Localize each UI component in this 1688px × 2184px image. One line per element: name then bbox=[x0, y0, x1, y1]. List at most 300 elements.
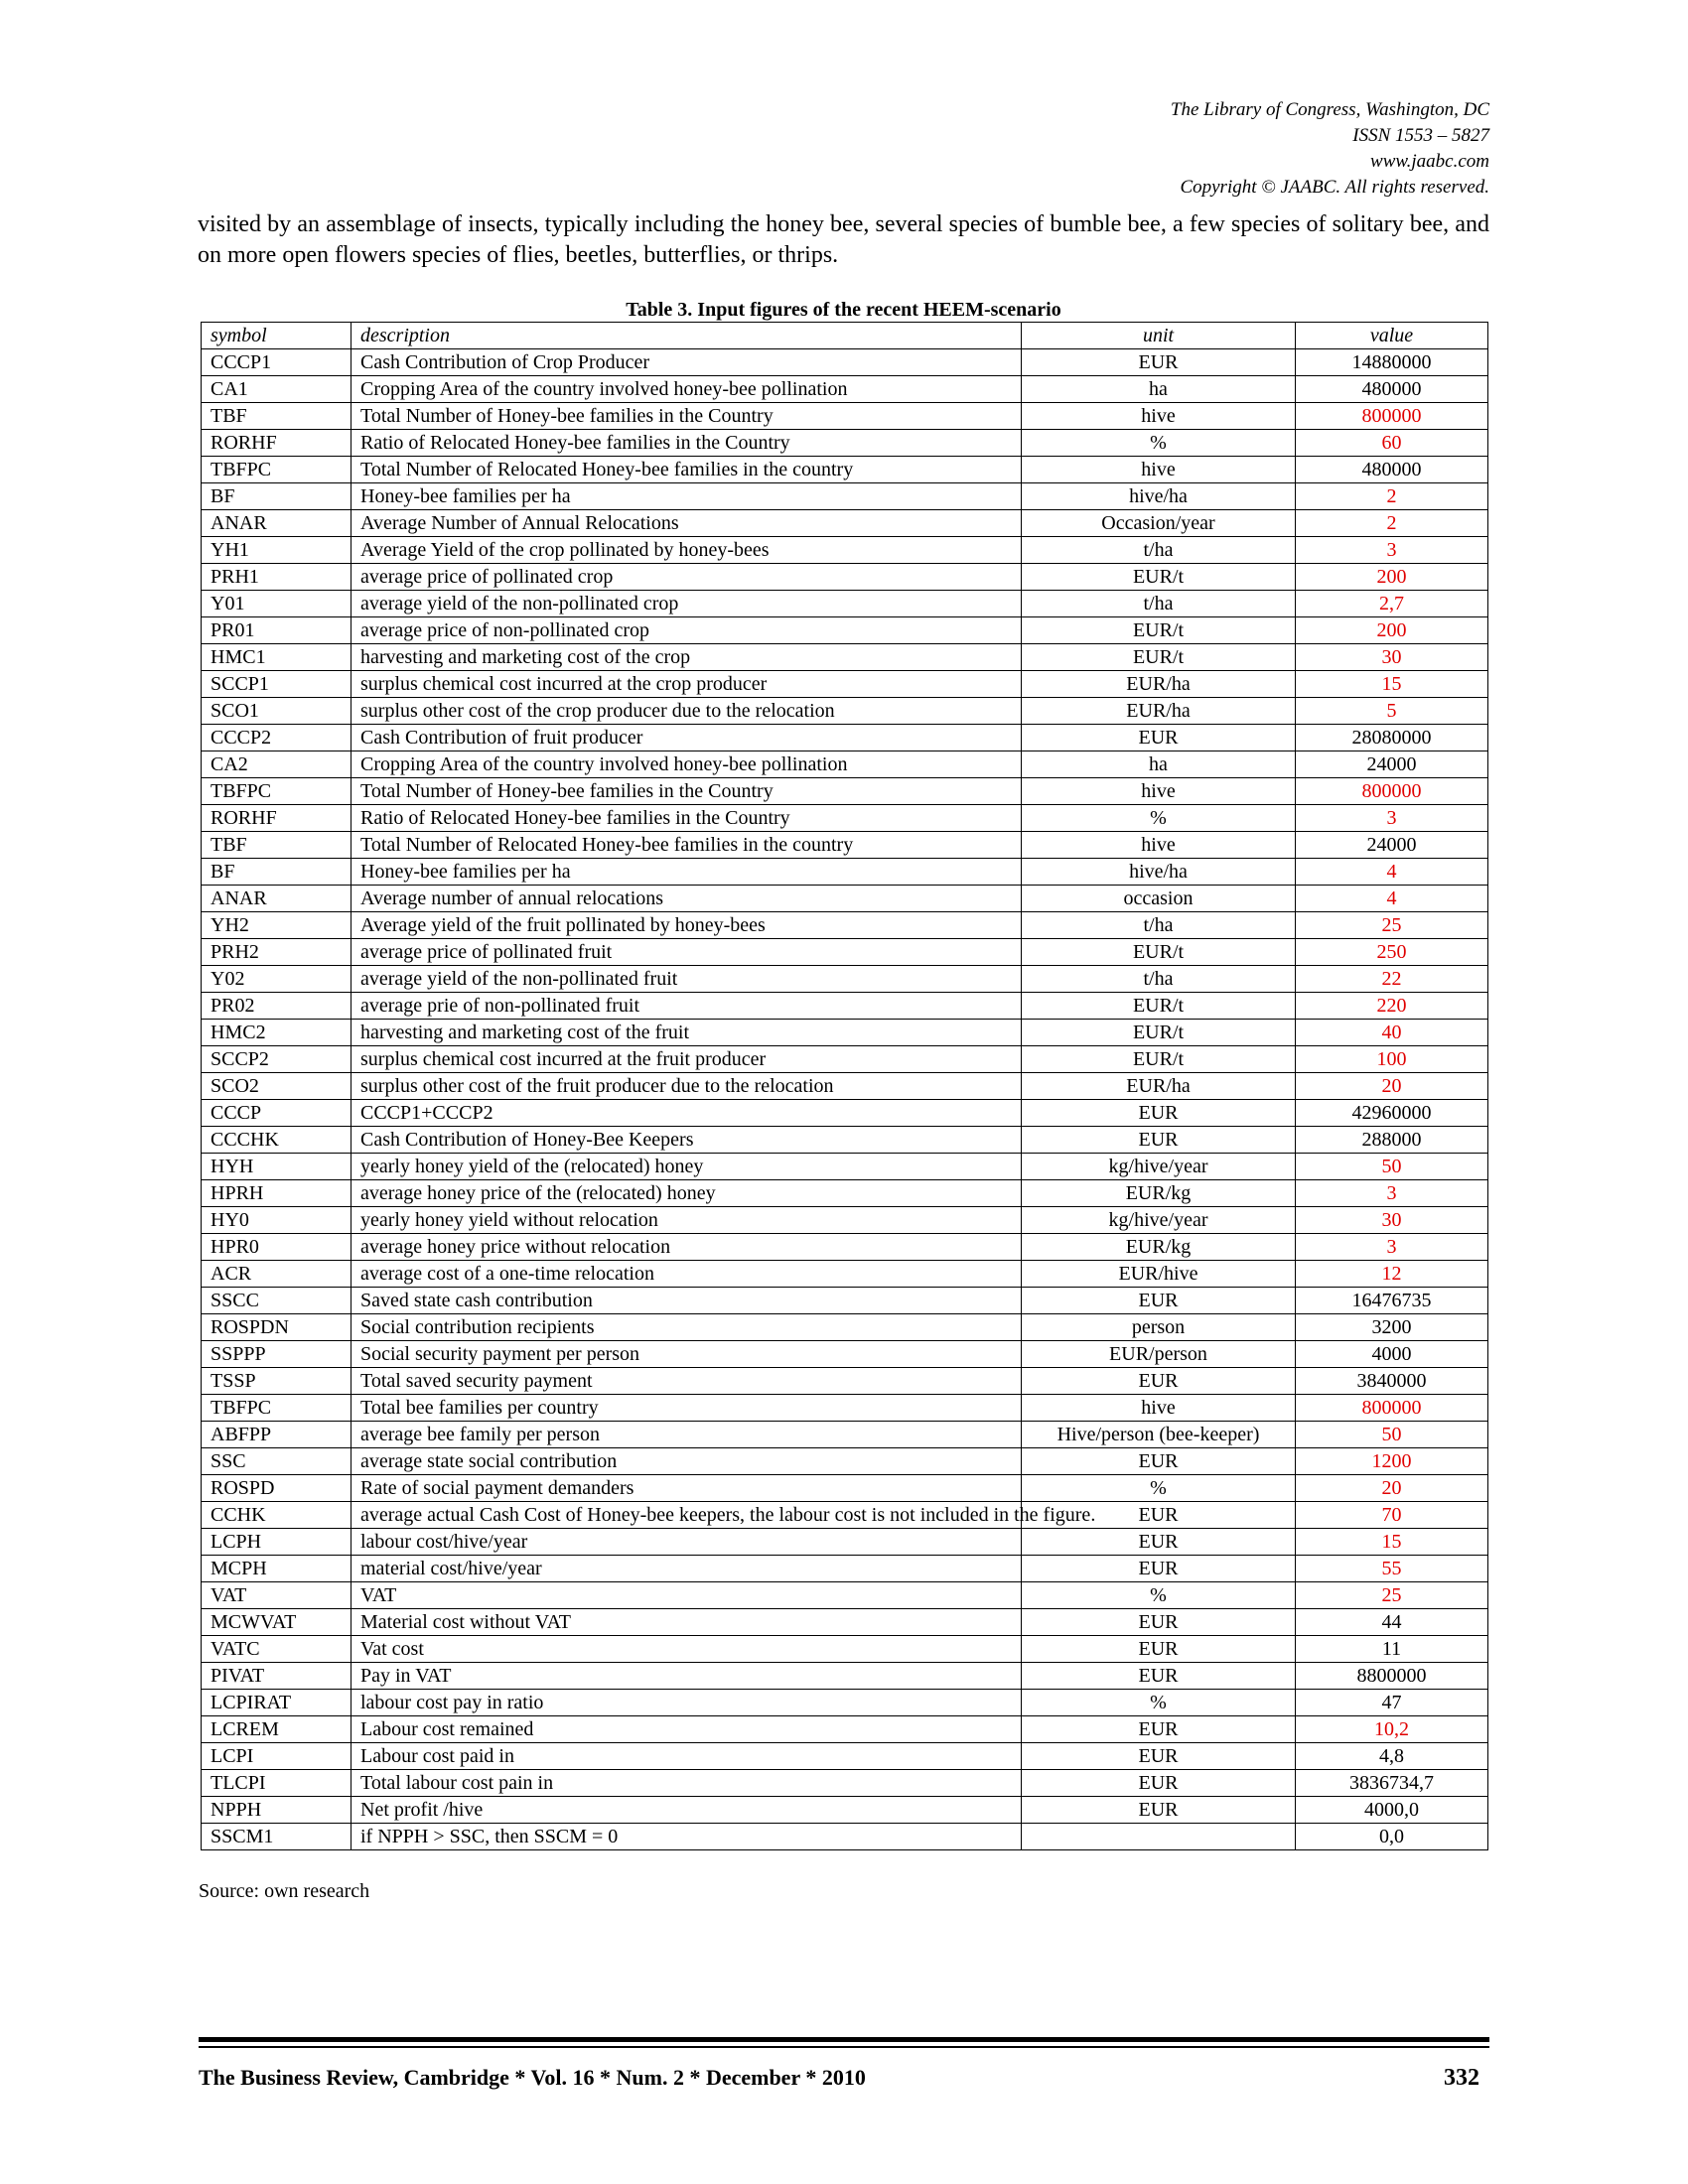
cell-symbol: SSC bbox=[202, 1448, 352, 1475]
table-row bbox=[202, 1824, 1488, 1850]
cell-symbol: HPRH bbox=[202, 1180, 352, 1207]
cell-unit: EUR bbox=[1022, 1743, 1296, 1770]
cell-unit: EUR bbox=[1022, 1556, 1296, 1582]
cell-symbol: Y01 bbox=[202, 591, 352, 617]
cell-value: 200 bbox=[1296, 564, 1488, 591]
cell-description: Cash Contribution of Honey-Bee Keepers bbox=[352, 1127, 1022, 1154]
table-row bbox=[202, 1743, 1488, 1770]
cell-symbol: CA2 bbox=[202, 751, 352, 778]
cell-symbol: ANAR bbox=[202, 510, 352, 537]
cell-description: Total Number of Honey-bee families in the Country bbox=[352, 403, 1022, 430]
table-row bbox=[202, 349, 1488, 376]
table-row bbox=[202, 1046, 1488, 1073]
cell-description: average honey price of the (relocated) honey bbox=[352, 1180, 1022, 1207]
cell-symbol: TBF bbox=[202, 403, 352, 430]
table-row bbox=[202, 1261, 1488, 1288]
col-header-description: description bbox=[352, 323, 1022, 349]
cell-symbol: ANAR bbox=[202, 886, 352, 912]
cell-unit: EUR bbox=[1022, 1663, 1296, 1690]
cell-symbol: CCCP1 bbox=[202, 349, 352, 376]
cell-value: 5 bbox=[1296, 698, 1488, 725]
cell-description: material cost/hive/year bbox=[352, 1556, 1022, 1582]
cell-unit: EUR bbox=[1022, 1529, 1296, 1556]
cell-description: average cost of a one-time relocation bbox=[352, 1261, 1022, 1288]
cell-description: Total Number of Relocated Honey-bee families in the country bbox=[352, 832, 1022, 859]
cell-description: Cash Contribution of Crop Producer bbox=[352, 349, 1022, 376]
cell-value: 3 bbox=[1296, 537, 1488, 564]
cell-description: Total labour cost pain in bbox=[352, 1770, 1022, 1797]
table-row bbox=[202, 1716, 1488, 1743]
cell-value: 2,7 bbox=[1296, 591, 1488, 617]
cell-description: harvesting and marketing cost of the fruit bbox=[352, 1020, 1022, 1046]
cell-unit: EUR/t bbox=[1022, 939, 1296, 966]
cell-description: yearly honey yield without relocation bbox=[352, 1207, 1022, 1234]
table-row bbox=[202, 1154, 1488, 1180]
cell-value: 4000 bbox=[1296, 1341, 1488, 1368]
table-row bbox=[202, 1100, 1488, 1127]
cell-symbol: TLCPI bbox=[202, 1770, 352, 1797]
cell-description: Social contribution recipients bbox=[352, 1314, 1022, 1341]
cell-value: 3 bbox=[1296, 1180, 1488, 1207]
header-copyright: Copyright © JAABC. All rights reserved. bbox=[1180, 177, 1489, 198]
table-row bbox=[202, 805, 1488, 832]
cell-symbol: PR02 bbox=[202, 993, 352, 1020]
cell-unit: EUR/kg bbox=[1022, 1180, 1296, 1207]
cell-symbol: HYH bbox=[202, 1154, 352, 1180]
cell-unit: EUR bbox=[1022, 1797, 1296, 1824]
cell-description: Social security payment per person bbox=[352, 1341, 1022, 1368]
cell-symbol: CCCHK bbox=[202, 1127, 352, 1154]
cell-description: Average Number of Annual Relocations bbox=[352, 510, 1022, 537]
cell-unit: hive bbox=[1022, 1395, 1296, 1422]
cell-description: Labour cost paid in bbox=[352, 1743, 1022, 1770]
cell-value: 30 bbox=[1296, 1207, 1488, 1234]
cell-symbol: YH1 bbox=[202, 537, 352, 564]
cell-value: 22 bbox=[1296, 966, 1488, 993]
table-row bbox=[202, 859, 1488, 886]
table-row bbox=[202, 1288, 1488, 1314]
cell-unit: EUR bbox=[1022, 1636, 1296, 1663]
cell-description: Pay in VAT bbox=[352, 1663, 1022, 1690]
cell-unit: Hive/person (bee-keeper) bbox=[1022, 1422, 1296, 1448]
table-row bbox=[202, 1448, 1488, 1475]
cell-symbol: PIVAT bbox=[202, 1663, 352, 1690]
cell-value: 50 bbox=[1296, 1154, 1488, 1180]
cell-value: 8800000 bbox=[1296, 1663, 1488, 1690]
cell-unit: t/ha bbox=[1022, 912, 1296, 939]
cell-symbol: ROSPDN bbox=[202, 1314, 352, 1341]
table-row bbox=[202, 1314, 1488, 1341]
table-row bbox=[202, 644, 1488, 671]
cell-unit: % bbox=[1022, 805, 1296, 832]
table-row bbox=[202, 1395, 1488, 1422]
table-row bbox=[202, 993, 1488, 1020]
cell-unit: hive bbox=[1022, 457, 1296, 483]
table-row bbox=[202, 912, 1488, 939]
cell-symbol: SCO2 bbox=[202, 1073, 352, 1100]
cell-symbol: VATC bbox=[202, 1636, 352, 1663]
cell-value: 1200 bbox=[1296, 1448, 1488, 1475]
table-row bbox=[202, 537, 1488, 564]
cell-value: 250 bbox=[1296, 939, 1488, 966]
footer-rule-thick bbox=[199, 2037, 1489, 2042]
table-header-row bbox=[202, 323, 1488, 349]
cell-description: Average Yield of the crop pollinated by honey-bees bbox=[352, 537, 1022, 564]
cell-value: 220 bbox=[1296, 993, 1488, 1020]
cell-value: 40 bbox=[1296, 1020, 1488, 1046]
cell-unit: occasion bbox=[1022, 886, 1296, 912]
cell-unit: % bbox=[1022, 430, 1296, 457]
cell-unit: hive/ha bbox=[1022, 859, 1296, 886]
table-row bbox=[202, 1180, 1488, 1207]
input-figures-table bbox=[201, 322, 1488, 1850]
cell-description: average price of pollinated fruit bbox=[352, 939, 1022, 966]
cell-description: Honey-bee families per ha bbox=[352, 483, 1022, 510]
cell-description: Average yield of the fruit pollinated by honey-bees bbox=[352, 912, 1022, 939]
cell-description: Average number of annual relocations bbox=[352, 886, 1022, 912]
cell-value: 480000 bbox=[1296, 457, 1488, 483]
footer-rule-thin bbox=[199, 2046, 1489, 2048]
cell-description: surplus other cost of the fruit producer due to the relocation bbox=[352, 1073, 1022, 1100]
cell-unit: EUR bbox=[1022, 1100, 1296, 1127]
cell-description: Total Number of Honey-bee families in the Country bbox=[352, 778, 1022, 805]
cell-symbol: TBFPC bbox=[202, 778, 352, 805]
cell-value: 11 bbox=[1296, 1636, 1488, 1663]
table-row bbox=[202, 510, 1488, 537]
cell-symbol: LCPIRAT bbox=[202, 1690, 352, 1716]
cell-symbol: PR01 bbox=[202, 617, 352, 644]
cell-description: Total Number of Relocated Honey-bee families in the country bbox=[352, 457, 1022, 483]
cell-symbol: CCCP2 bbox=[202, 725, 352, 751]
cell-value: 4,8 bbox=[1296, 1743, 1488, 1770]
cell-description: Vat cost bbox=[352, 1636, 1022, 1663]
table-row bbox=[202, 1636, 1488, 1663]
cell-value: 800000 bbox=[1296, 778, 1488, 805]
cell-symbol: RORHF bbox=[202, 430, 352, 457]
cell-value: 3200 bbox=[1296, 1314, 1488, 1341]
cell-symbol: HMC1 bbox=[202, 644, 352, 671]
cell-description: average yield of the non-pollinated crop bbox=[352, 591, 1022, 617]
cell-value: 50 bbox=[1296, 1422, 1488, 1448]
cell-description: labour cost/hive/year bbox=[352, 1529, 1022, 1556]
cell-unit: EUR/t bbox=[1022, 564, 1296, 591]
cell-symbol: ROSPD bbox=[202, 1475, 352, 1502]
cell-description: Cash Contribution of fruit producer bbox=[352, 725, 1022, 751]
cell-symbol: VAT bbox=[202, 1582, 352, 1609]
cell-unit: EUR/ha bbox=[1022, 698, 1296, 725]
cell-value: 28080000 bbox=[1296, 725, 1488, 751]
cell-value: 30 bbox=[1296, 644, 1488, 671]
cell-unit: EUR/t bbox=[1022, 617, 1296, 644]
cell-unit: EUR bbox=[1022, 1288, 1296, 1314]
cell-unit: EUR/ha bbox=[1022, 1073, 1296, 1100]
cell-unit: EUR/t bbox=[1022, 993, 1296, 1020]
cell-value: 4 bbox=[1296, 886, 1488, 912]
table-row bbox=[202, 1234, 1488, 1261]
table-row bbox=[202, 1422, 1488, 1448]
table-row bbox=[202, 751, 1488, 778]
intro-paragraph: visited by an assemblage of insects, typically including the honey bee, several species of bumble bee, a few species of solitary bee, and on more open flowers species of flies, beetles, butterflies, or thrips. bbox=[198, 211, 1489, 268]
cell-symbol: LCREM bbox=[202, 1716, 352, 1743]
cell-unit: ha bbox=[1022, 376, 1296, 403]
table-row bbox=[202, 376, 1488, 403]
cell-symbol: MCWVAT bbox=[202, 1609, 352, 1636]
header-issn: ISSN 1553 – 5827 bbox=[1352, 125, 1489, 146]
cell-value: 200 bbox=[1296, 617, 1488, 644]
cell-description: Saved state cash contribution bbox=[352, 1288, 1022, 1314]
cell-value: 4 bbox=[1296, 859, 1488, 886]
table-row bbox=[202, 457, 1488, 483]
cell-symbol: SCCP1 bbox=[202, 671, 352, 698]
table-caption: Table 3. Input figures of the recent HEEM-scenario bbox=[626, 299, 1061, 321]
cell-value: 25 bbox=[1296, 912, 1488, 939]
cell-symbol: PRH2 bbox=[202, 939, 352, 966]
cell-description: average state social contribution bbox=[352, 1448, 1022, 1475]
cell-value: 16476735 bbox=[1296, 1288, 1488, 1314]
cell-description: average bee family per person bbox=[352, 1422, 1022, 1448]
table-row bbox=[202, 1475, 1488, 1502]
cell-symbol: HMC2 bbox=[202, 1020, 352, 1046]
cell-value: 20 bbox=[1296, 1073, 1488, 1100]
cell-unit: EUR bbox=[1022, 1368, 1296, 1395]
col-header-unit: unit bbox=[1022, 323, 1296, 349]
table-row bbox=[202, 403, 1488, 430]
page-number: 332 bbox=[1444, 2065, 1479, 2091]
cell-symbol: ACR bbox=[202, 1261, 352, 1288]
cell-unit: EUR/kg bbox=[1022, 1234, 1296, 1261]
page-footer bbox=[199, 2063, 1479, 2093]
table-row bbox=[202, 1368, 1488, 1395]
cell-description: average price of pollinated crop bbox=[352, 564, 1022, 591]
cell-unit: ha bbox=[1022, 751, 1296, 778]
cell-description: CCCP1+CCCP2 bbox=[352, 1100, 1022, 1127]
cell-description: surplus chemical cost incurred at the crop producer bbox=[352, 671, 1022, 698]
cell-unit: EUR bbox=[1022, 1502, 1296, 1529]
cell-symbol: ABFPP bbox=[202, 1422, 352, 1448]
cell-description: average yield of the non-pollinated fruit bbox=[352, 966, 1022, 993]
table-row bbox=[202, 725, 1488, 751]
cell-unit: EUR bbox=[1022, 1609, 1296, 1636]
table-row bbox=[202, 617, 1488, 644]
cell-description: average actual Cash Cost of Honey-bee keepers, the labour cost is not included in the figure. bbox=[352, 1502, 1022, 1529]
cell-value: 20 bbox=[1296, 1475, 1488, 1502]
cell-symbol: TBFPC bbox=[202, 1395, 352, 1422]
table-row bbox=[202, 1582, 1488, 1609]
cell-value: 3 bbox=[1296, 1234, 1488, 1261]
cell-value: 14880000 bbox=[1296, 349, 1488, 376]
table-row bbox=[202, 1797, 1488, 1824]
cell-symbol: RORHF bbox=[202, 805, 352, 832]
cell-unit: EUR bbox=[1022, 725, 1296, 751]
cell-unit: % bbox=[1022, 1690, 1296, 1716]
cell-value: 12 bbox=[1296, 1261, 1488, 1288]
cell-value: 42960000 bbox=[1296, 1100, 1488, 1127]
cell-description: Ratio of Relocated Honey-bee families in the Country bbox=[352, 430, 1022, 457]
cell-value: 47 bbox=[1296, 1690, 1488, 1716]
col-header-value: value bbox=[1296, 323, 1488, 349]
cell-symbol: CA1 bbox=[202, 376, 352, 403]
cell-description: Material cost without VAT bbox=[352, 1609, 1022, 1636]
cell-description: VAT bbox=[352, 1582, 1022, 1609]
cell-symbol: NPPH bbox=[202, 1797, 352, 1824]
cell-symbol: SCO1 bbox=[202, 698, 352, 725]
cell-unit: hive bbox=[1022, 403, 1296, 430]
cell-symbol: SSPPP bbox=[202, 1341, 352, 1368]
cell-unit: t/ha bbox=[1022, 591, 1296, 617]
cell-value: 2 bbox=[1296, 483, 1488, 510]
cell-unit: hive/ha bbox=[1022, 483, 1296, 510]
cell-unit: t/ha bbox=[1022, 966, 1296, 993]
cell-value: 2 bbox=[1296, 510, 1488, 537]
running-header bbox=[1171, 97, 1489, 201]
table-row bbox=[202, 698, 1488, 725]
cell-unit: kg/hive/year bbox=[1022, 1154, 1296, 1180]
cell-symbol: SCCP2 bbox=[202, 1046, 352, 1073]
cell-value: 15 bbox=[1296, 1529, 1488, 1556]
cell-value: 0,0 bbox=[1296, 1824, 1488, 1850]
cell-description: Total bee families per country bbox=[352, 1395, 1022, 1422]
cell-unit: person bbox=[1022, 1314, 1296, 1341]
table-body bbox=[202, 349, 1488, 1850]
cell-unit: hive bbox=[1022, 832, 1296, 859]
cell-unit: EUR/t bbox=[1022, 1046, 1296, 1073]
table-row bbox=[202, 966, 1488, 993]
cell-value: 15 bbox=[1296, 671, 1488, 698]
cell-value: 100 bbox=[1296, 1046, 1488, 1073]
cell-value: 3836734,7 bbox=[1296, 1770, 1488, 1797]
cell-symbol: BF bbox=[202, 859, 352, 886]
cell-symbol: Y02 bbox=[202, 966, 352, 993]
cell-symbol: BF bbox=[202, 483, 352, 510]
cell-symbol: CCHK bbox=[202, 1502, 352, 1529]
header-library: The Library of Congress, Washington, DC bbox=[1170, 99, 1489, 120]
cell-unit: EUR bbox=[1022, 1770, 1296, 1797]
cell-unit: kg/hive/year bbox=[1022, 1207, 1296, 1234]
cell-description: surplus chemical cost incurred at the fruit producer bbox=[352, 1046, 1022, 1073]
table-row bbox=[202, 886, 1488, 912]
cell-unit: EUR bbox=[1022, 1448, 1296, 1475]
cell-value: 10,2 bbox=[1296, 1716, 1488, 1743]
cell-description: if NPPH > SSC, then SSCM = 0 bbox=[352, 1824, 1022, 1850]
table-row bbox=[202, 778, 1488, 805]
cell-value: 60 bbox=[1296, 430, 1488, 457]
cell-unit bbox=[1022, 1824, 1296, 1850]
table-row bbox=[202, 1690, 1488, 1716]
cell-description: surplus other cost of the crop producer due to the relocation bbox=[352, 698, 1022, 725]
cell-symbol: LCPH bbox=[202, 1529, 352, 1556]
col-header-symbol: symbol bbox=[202, 323, 352, 349]
cell-symbol: PRH1 bbox=[202, 564, 352, 591]
table-row bbox=[202, 591, 1488, 617]
table-row bbox=[202, 832, 1488, 859]
cell-unit: EUR bbox=[1022, 349, 1296, 376]
cell-description: Honey-bee families per ha bbox=[352, 859, 1022, 886]
cell-value: 800000 bbox=[1296, 403, 1488, 430]
cell-unit: EUR/ha bbox=[1022, 671, 1296, 698]
cell-value: 24000 bbox=[1296, 751, 1488, 778]
cell-value: 55 bbox=[1296, 1556, 1488, 1582]
cell-symbol: TBFPC bbox=[202, 457, 352, 483]
cell-symbol: TBF bbox=[202, 832, 352, 859]
footer-journal: The Business Review, Cambridge * Vol. 16 * Num. 2 * December * 2010 bbox=[199, 2065, 866, 2090]
cell-symbol: SSCM1 bbox=[202, 1824, 352, 1850]
cell-description: harvesting and marketing cost of the crop bbox=[352, 644, 1022, 671]
cell-symbol: CCCP bbox=[202, 1100, 352, 1127]
cell-description: Cropping Area of the country involved honey-bee pollination bbox=[352, 751, 1022, 778]
cell-symbol: YH2 bbox=[202, 912, 352, 939]
table-row bbox=[202, 1663, 1488, 1690]
table-row bbox=[202, 1529, 1488, 1556]
cell-symbol: MCPH bbox=[202, 1556, 352, 1582]
cell-unit: EUR bbox=[1022, 1716, 1296, 1743]
cell-symbol: SSCC bbox=[202, 1288, 352, 1314]
cell-value: 3 bbox=[1296, 805, 1488, 832]
table-row bbox=[202, 1502, 1488, 1529]
cell-unit: EUR/t bbox=[1022, 644, 1296, 671]
cell-value: 288000 bbox=[1296, 1127, 1488, 1154]
cell-description: average price of non-pollinated crop bbox=[352, 617, 1022, 644]
cell-unit: t/ha bbox=[1022, 537, 1296, 564]
table-source: Source: own research bbox=[199, 1880, 370, 1902]
cell-description: Total saved security payment bbox=[352, 1368, 1022, 1395]
table-row bbox=[202, 671, 1488, 698]
table-row bbox=[202, 1073, 1488, 1100]
table-row bbox=[202, 564, 1488, 591]
cell-unit: % bbox=[1022, 1475, 1296, 1502]
cell-symbol: TSSP bbox=[202, 1368, 352, 1395]
table-row bbox=[202, 1609, 1488, 1636]
table-row bbox=[202, 939, 1488, 966]
cell-description: average prie of non-pollinated fruit bbox=[352, 993, 1022, 1020]
table-row bbox=[202, 1341, 1488, 1368]
table-row bbox=[202, 1127, 1488, 1154]
cell-value: 24000 bbox=[1296, 832, 1488, 859]
cell-description: Net profit /hive bbox=[352, 1797, 1022, 1824]
header-website: www.jaabc.com bbox=[1370, 151, 1489, 172]
table-row bbox=[202, 1207, 1488, 1234]
cell-value: 4000,0 bbox=[1296, 1797, 1488, 1824]
cell-unit: Occasion/year bbox=[1022, 510, 1296, 537]
cell-description: yearly honey yield of the (relocated) honey bbox=[352, 1154, 1022, 1180]
cell-unit: EUR/t bbox=[1022, 1020, 1296, 1046]
cell-unit: EUR/person bbox=[1022, 1341, 1296, 1368]
table-row bbox=[202, 1020, 1488, 1046]
table-row bbox=[202, 430, 1488, 457]
cell-symbol: LCPI bbox=[202, 1743, 352, 1770]
cell-description: labour cost pay in ratio bbox=[352, 1690, 1022, 1716]
cell-description: Ratio of Relocated Honey-bee families in the Country bbox=[352, 805, 1022, 832]
cell-value: 44 bbox=[1296, 1609, 1488, 1636]
cell-value: 800000 bbox=[1296, 1395, 1488, 1422]
cell-symbol: HPR0 bbox=[202, 1234, 352, 1261]
cell-value: 3840000 bbox=[1296, 1368, 1488, 1395]
cell-description: Labour cost remained bbox=[352, 1716, 1022, 1743]
cell-unit: EUR bbox=[1022, 1127, 1296, 1154]
cell-symbol: HY0 bbox=[202, 1207, 352, 1234]
cell-unit: % bbox=[1022, 1582, 1296, 1609]
table-row bbox=[202, 1770, 1488, 1797]
cell-value: 70 bbox=[1296, 1502, 1488, 1529]
table-row bbox=[202, 1556, 1488, 1582]
cell-description: average honey price without relocation bbox=[352, 1234, 1022, 1261]
cell-description: Rate of social payment demanders bbox=[352, 1475, 1022, 1502]
cell-unit: EUR/hive bbox=[1022, 1261, 1296, 1288]
cell-value: 480000 bbox=[1296, 376, 1488, 403]
cell-value: 25 bbox=[1296, 1582, 1488, 1609]
cell-description: Cropping Area of the country involved honey-bee pollination bbox=[352, 376, 1022, 403]
cell-unit: hive bbox=[1022, 778, 1296, 805]
table-row bbox=[202, 483, 1488, 510]
